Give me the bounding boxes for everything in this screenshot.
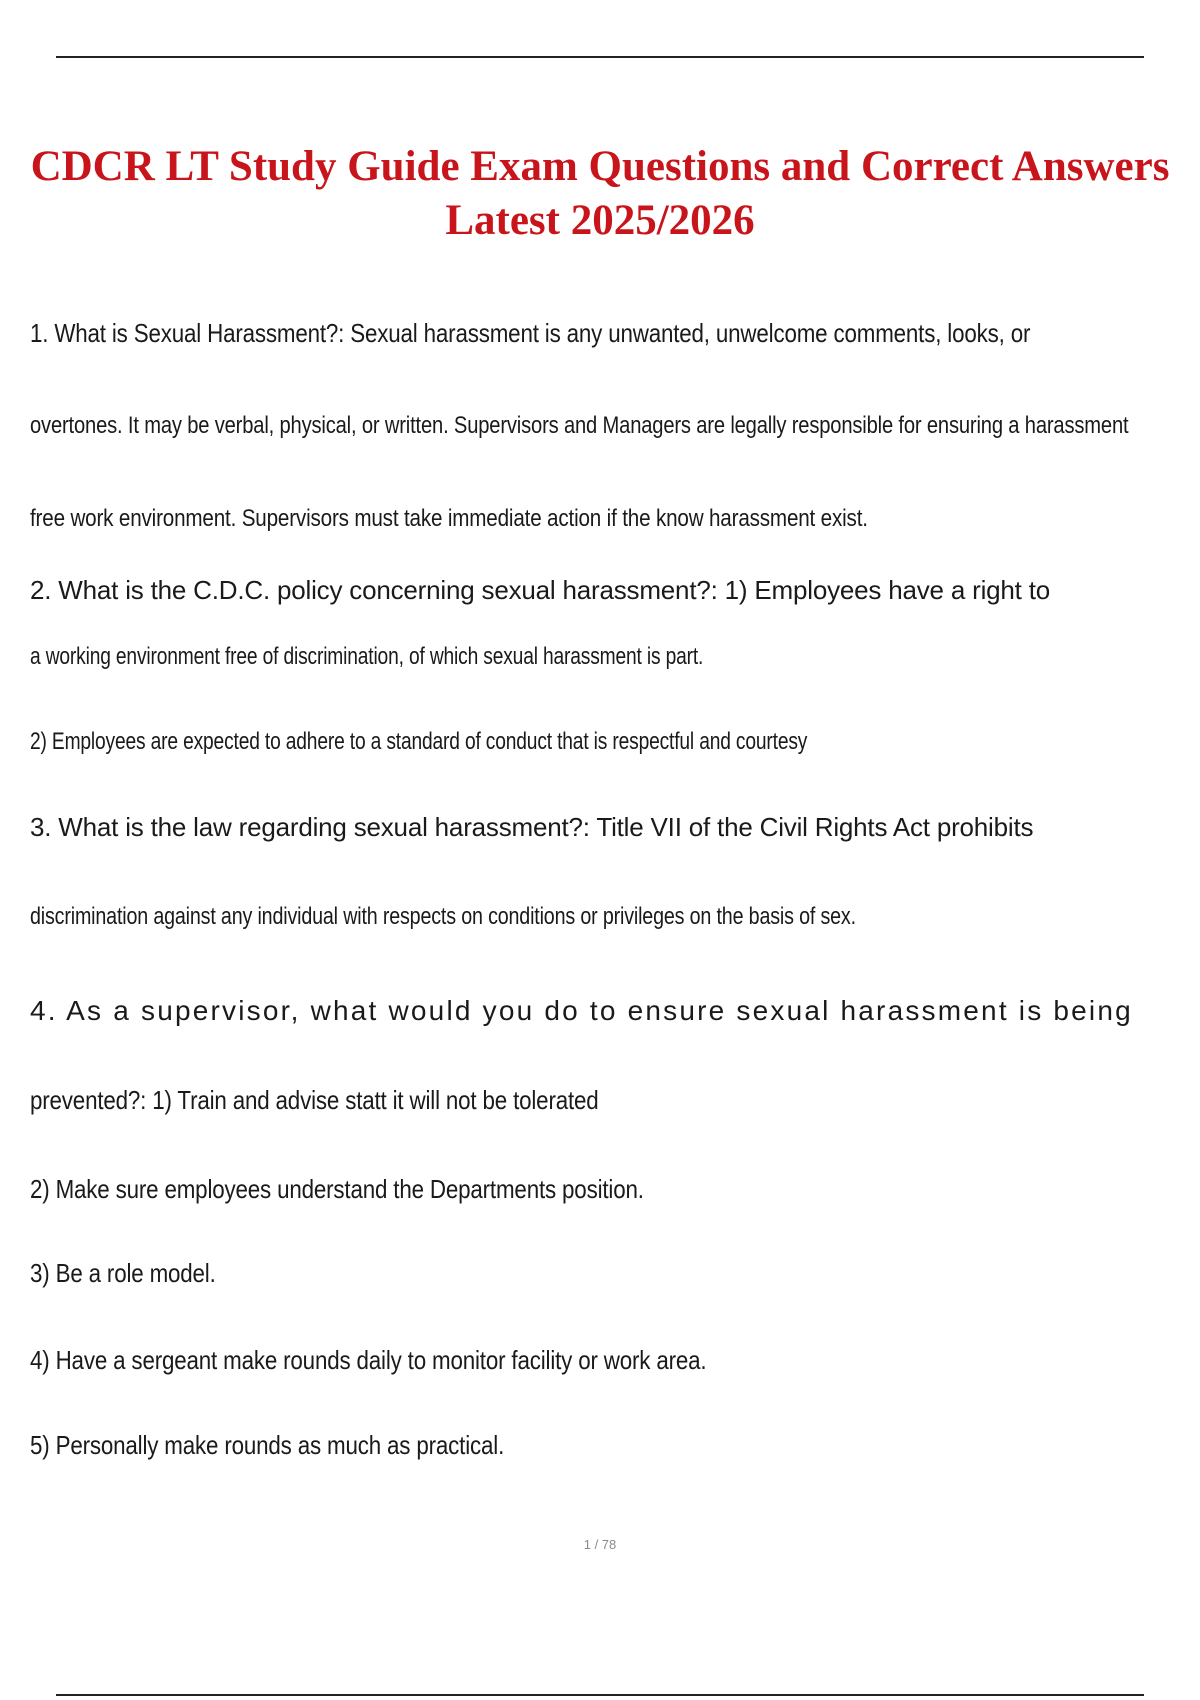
question-4-item-2: 2) Make sure employees understand the Departments position.: [30, 1174, 644, 1204]
document-title: [0, 140, 1200, 248]
question-4-item-4: 4) Have a sergeant make rounds daily to monitor facility or work area.: [30, 1345, 707, 1375]
title-line-1: CDCR LT Study Guide Exam Questions and Correct Answers: [30, 143, 1170, 190]
question-2-line-3: 2) Employees are expected to adhere to a standard of conduct that is respectful and courtesy: [30, 728, 808, 755]
page-number: 1 / 78: [583, 1537, 617, 1552]
question-2-line-2: a working environment free of discrimination, of which sexual harassment is part.: [30, 643, 704, 670]
question-4-line-2: prevented?: 1) Train and advise statt it will not be tolerated: [30, 1085, 599, 1115]
bottom-rule: [56, 1694, 1144, 1696]
question-4-item-3: 3) Be a role model.: [30, 1258, 216, 1288]
title-line-2: Latest 2025/2026: [445, 197, 755, 244]
question-3-line-2: discrimination against any individual with respects on conditions or privileges on the basis of sex.: [30, 903, 856, 930]
question-1-line-2: overtones. It may be verbal, physical, or written. Supervisors and Managers are legally responsible for ensuring a harassment: [30, 412, 1129, 439]
question-2-line-1: 2. What is the C.D.C. policy concerning sexual harassment?: 1) Employees have a right to: [30, 575, 1051, 605]
question-4-line-1: 4. As a supervisor, what would you do to ensure sexual harassment is being: [30, 995, 1133, 1026]
question-1-line-3: free work environment. Supervisors must take immediate action if the know harassment exist.: [30, 505, 868, 532]
top-rule: [56, 56, 1144, 58]
question-3-line-1: 3. What is the law regarding sexual harassment?: Title VII of the Civil Rights Act prohibits: [30, 812, 1034, 842]
question-4-item-5: 5) Personally make rounds as much as practical.: [30, 1430, 505, 1460]
question-1-line-1: 1. What is Sexual Harassment?: Sexual harassment is any unwanted, unwelcome comments, looks, or: [30, 318, 1031, 348]
